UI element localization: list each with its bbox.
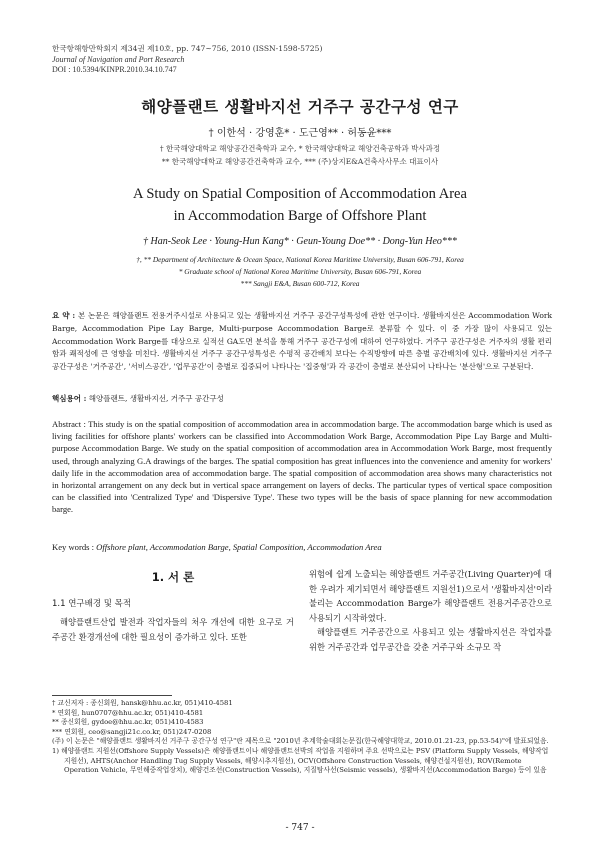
footnote-note: (주) 이 논문은 "해양플랜트 생활바지선 거주구 공간구성 연구"란 제목으로 "2010년 추계학술대회논문집(한국해양대학교, 2010.01.21-23, pp.53-54)"에 발표되었음. — [52, 737, 549, 746]
abstract-ko — [52, 310, 552, 374]
footnotes — [52, 699, 552, 776]
abstract-en — [52, 418, 552, 516]
footnote-corresponding: † 교신저자 : 종신회원, hansk@hhu.ac.kr, 051)410-4581 — [52, 699, 233, 707]
body-text-left: 해양플랜트산업 발전과 작업자들의 처우 개선에 대한 요구로 거주공간 환경개선에 대한 필요성이 증가하고 있다. 또한 — [52, 617, 294, 642]
abstract-ko-text: 본 논문은 해양플랜트 전용거주시설로 사용되고 있는 생활바지선 거주구 공간구성특성에 관한 연구이다. 생활바지선은 Accommodation Work Barge, Accommodation Pipe Lay Barge, Multi-purpose Accommodation Barge로 분류할 수 있다. 이 중 가장 많이 사용되고 있는 Accommodation Work Barge를 대상으로 실적선 GA도면 분석을 통해 거주구 공간구성에 대하여 연구하였다. 거주구 공간구성은 거주자의 생활 편리함과 쾌적성에 큰 영향을 미친다. 생활바지선 거주구 공간구성특성은 수평적 공간배치 보다는 수직방향에 따른 층별 공간배치에 있다. 생활바지선 거주구 공간구성은 '거주공간', '서비스공간', '업무공간'이 층별로 집중되어 나타나는 '집중형'과 각 공간이 층별로 분산되어 나타나는 '분산형'으로 구분된다. — [52, 311, 553, 372]
page-number: - 747 - — [285, 823, 315, 833]
footnote-author-3: ** 종신회원, gydoe@hhu.ac.kr, 051)410-4583 — [52, 718, 204, 727]
left-column — [52, 569, 294, 644]
abstract-ko-label: 요 약 : — [52, 311, 76, 320]
paper-title-en-line2: in Accommodation Barge of Offshore Plant — [173, 208, 427, 224]
paper-title-en-line1: A Study on Spatial Composition of Accommodation Area — [133, 186, 467, 202]
journal-header — [52, 44, 322, 76]
keywords-en — [52, 542, 552, 552]
keywords-ko — [52, 393, 552, 406]
footnote-1: 1) 해양플랜트 지원선(Offshore Supply Vessels)은 해양플랜트이나 해양플랜트선박의 작업을 지원하며 주요 선박으로는 PSV (Platform Supply Vessels, 해양작업지원선), AHTS(Anchor Handling Tug Supply Vessels, 해양시추지원선), OCV(Offshore Construction Vessels, 해양건설지원선), ROV(Remote Operation Vehicle, 무인해중작업장치), 해양건조선(Construction Vessels), 지질탐사선(Seismic vessels), 생활바지선(Accommodation Barge) 등이 있음 — [52, 746, 549, 775]
journal-line-ko: 한국항해항만학회지 제34권 제10호, pp. 747~756, 2010 (ISSN-1598-5725) — [52, 44, 323, 53]
authors-ko: † 이한석 · 강영훈* · 도근영** · 허동윤*** — [208, 128, 392, 139]
footnote-divider — [52, 695, 172, 696]
affiliation-ko-2: ** 한국해양대학교 해양공간건축학과 교수, *** (주)상지E&A건축사사무소 대표이사 — [161, 157, 439, 166]
keywords-ko-label: 핵심용어 : — [52, 394, 87, 403]
paper-title-ko: 해양플랜트 생활바지선 거주구 공간구성 연구 — [141, 97, 459, 116]
affiliation-en-1: †, ** Department of Architecture & Ocean Space, National Korea Maritime University, Busan 606-791, Korea — [136, 255, 464, 264]
body-text-right-2: 해양플랜트 거주공간으로 사용되고 있는 생활바지선은 작업자를 위한 거주공간과 업무공간을 갖춘 거주구와 소규모 작 — [309, 627, 552, 652]
journal-doi: DOI : 10.5394/KINPR.2010.34.10.747 — [52, 65, 177, 74]
subsection-title-background: 1.1 연구배경 및 목적 — [52, 599, 132, 609]
affiliation-ko-1: † 한국해양대학교 해양공간건축학과 교수, * 한국해양대학교 해양건축공학과 박사과정 — [159, 144, 441, 153]
paper-title-en — [0, 183, 600, 227]
right-column — [309, 567, 552, 655]
journal-line-en: Journal of Navigation and Port Research — [52, 54, 185, 64]
section-title-introduction: 1. 서 론 — [151, 570, 195, 584]
affiliation-en-3: *** Sangji E&A, Busan 600-712, Korea — [240, 279, 360, 288]
footnote-author-2: * 연회원, hun0707@hhu.ac.kr, 051)410-4581 — [52, 708, 204, 717]
keywords-ko-text: 해양플랜트, 생활바지선, 거주구 공간구성 — [88, 394, 224, 403]
body-text-right-1: 위험에 쉽게 노출되는 해양플랜트 거주공간(Living Quarter)에 대한 우려가 제기되면서 해양플랜트 지원선1)으로서 '생활바지선'이라 불리는 Accommodation Barge가 해양플랜트 전용거주공간으로 사용되기 시작하였다. — [309, 569, 552, 623]
keywords-en-label: Key words : — [52, 542, 95, 552]
authors-en: † Han-Seok Lee · Young-Hun Kang* · Geun-Young Doe** · Dong-Yun Heo*** — [143, 236, 457, 247]
affiliation-en-2: * Graduate school of National Korea Maritime University, Busan 606-791, Korea — [178, 267, 422, 276]
abstract-en-text: This study is on the spatial composition of accommodation area in accommodation barge. The accommodation barge which is used as living facilities for offshore plants' workers can be classified into Accommodation Work Barge, Accommodation Pipe Lay Barge and Multi-purpose Accommodation Barge. We study on the spatial composition of accommodation area in Accommodation Work Barge, most frequently used, through analyzing G.A drawings of the barges. The spatial composition has great influences into the convenience and amenity for workers' daily life in the accommodation area of accommodation barge. The spatial composition of accommodation area shows many characteristics not in horizontal arrangement on any deck but in vertical space arrangement on layers of decks. The particular types of vertical space composition can be classified into 'Centralized Type' and 'Dispersive Type'. These two types will be the basis of space planning for new accommodation barge. — [52, 419, 552, 515]
abstract-en-label: Abstract : — [52, 419, 86, 429]
footnote-author-4: *** 연회원, ceo@sangji21c.co.kr, 051)247-0208 — [52, 727, 212, 736]
keywords-en-text: Offshore plant, Accommodation Barge, Spatial Composition, Accommodation Area — [96, 542, 382, 552]
